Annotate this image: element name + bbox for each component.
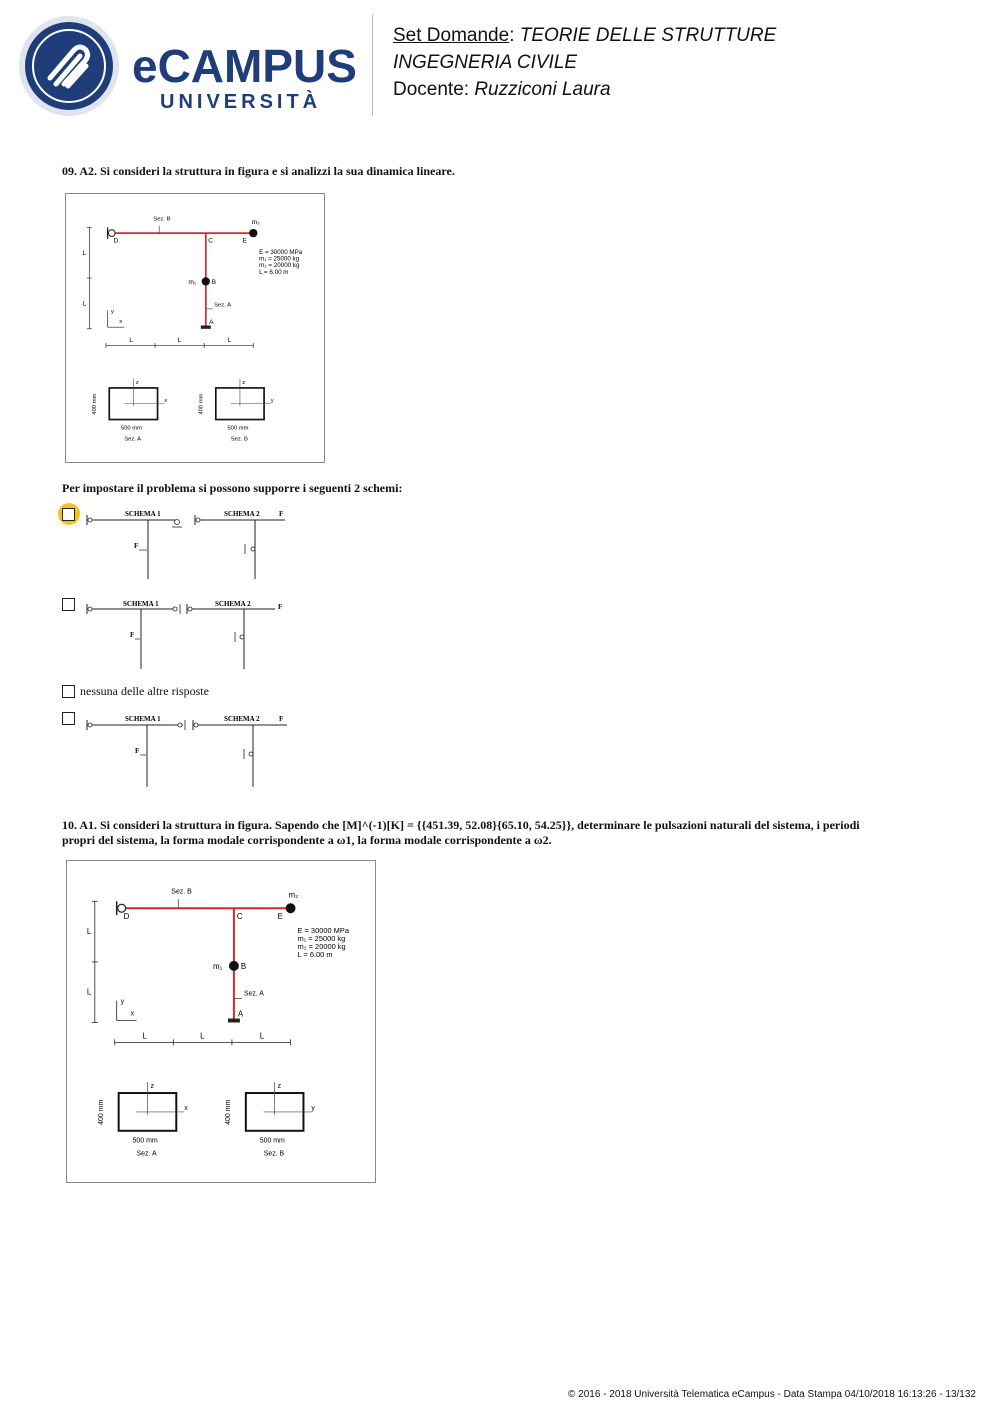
svg-text:L: L [227,337,232,345]
svg-text:m₂ = 20000 kg: m₂ = 20000 kg [297,941,346,951]
svg-text:L: L [86,927,92,937]
header-info: Set Domande: TEORIE DELLE STRUTTURE INGEGNERIA CIVILE Docente: Ruzziconi Laura [393,25,777,100]
svg-text:F: F [278,603,283,611]
course-title: TEORIE DELLE STRUTTURE [519,25,777,46]
set-label: Set Domande [393,25,510,46]
svg-text:L = 6.00 m: L = 6.00 m [297,949,333,959]
svg-text:m₁ = 25000 kg: m₁ = 25000 kg [297,934,346,944]
svg-text:F: F [279,715,284,723]
svg-text:x: x [164,398,168,405]
svg-text:Sez. A: Sez. A [214,302,231,309]
svg-text:z: z [135,379,139,386]
svg-text:Sez. B: Sez. B [153,216,171,223]
svg-text:y: y [110,309,114,316]
svg-text:m₂ = 20000 kg: m₂ = 20000 kg [259,262,300,270]
svg-text:m₁: m₁ [213,961,223,971]
svg-text:Sez. B: Sez. B [263,1150,285,1158]
question-10-title [62,818,962,848]
svg-text:y: y [120,998,125,1006]
svg-text:500 mm: 500 mm [227,425,249,432]
question-09-title: 09. A2. Si consideri la struttura in figura e si analizzi la sua dinamica lineare. [62,164,455,178]
svg-text:z: z [242,379,246,386]
answer-option-2-diagram [83,597,293,672]
svg-text:Sez. B: Sez. B [230,436,248,443]
svg-text:SCHEMA 1: SCHEMA 1 [125,510,161,518]
svg-text:L = 6.00 m: L = 6.00 m [259,268,289,276]
svg-text:x: x [130,1010,135,1018]
svg-text:500 mm: 500 mm [259,1137,285,1145]
docente-label: Docente: [393,79,470,100]
svg-text:F: F [279,510,284,518]
answer-option-1-diagram [83,506,293,581]
svg-text:B: B [211,278,217,286]
svg-text:400 mm: 400 mm [224,1099,232,1125]
svg-text:Sez. A: Sez. A [124,436,142,443]
svg-text:m₁ = 25000 kg: m₁ = 25000 kg [259,255,300,263]
svg-text:SCHEMA 1: SCHEMA 1 [125,715,161,723]
svg-text:F: F [130,631,135,639]
page-footer: © 2016 - 2018 Università Telematica eCampus - Data Stampa 04/10/2018 16:13:26 - 13/132 [568,1389,976,1400]
svg-text:E = 30000 MPa: E = 30000 MPa [259,248,303,256]
svg-text:F: F [135,747,140,755]
svg-text:400 mm: 400 mm [91,393,98,415]
svg-text:E = 30000 MPa: E = 30000 MPa [297,926,349,936]
svg-text:F: F [134,542,139,550]
svg-text:UNIVERSITÀ: UNIVERSITÀ [160,91,322,113]
svg-text:eCAMPUS: eCAMPUS [132,40,357,92]
svg-text:L: L [82,249,87,257]
svg-text:L: L [259,1031,265,1041]
svg-text:m₂: m₂ [251,218,260,226]
ecampus-logo [14,14,364,118]
answer-option-4-diagram [83,711,293,789]
svg-text:y: y [311,1104,315,1112]
svg-text:E: E [277,912,283,922]
header-divider [372,14,373,116]
svg-text:500 mm: 500 mm [132,1137,158,1145]
svg-text:Sez. A: Sez. A [243,990,264,998]
svg-text:Sez. A: Sez. A [136,1150,157,1158]
svg-text:A: A [209,318,214,326]
department: INGEGNERIA CIVILE [393,52,578,73]
question-10-line-2: propri del sistema, la forma modale corrispondente a ω1, la forma modale corrispondente a ω2. [62,833,552,847]
svg-text:x: x [119,319,123,326]
svg-text:L: L [142,1031,147,1041]
svg-text:L: L [129,337,133,345]
svg-text:A: A [237,1009,244,1019]
svg-text:m₂: m₂ [288,890,299,900]
answer-checkbox-4[interactable] [62,712,75,725]
svg-text:z: z [150,1083,154,1091]
question-09-intro: Per impostare il problema si possono supporre i seguenti 2 schemi: [62,481,403,495]
svg-text:C: C [236,912,243,922]
answer-option-3-text: nessuna delle altre risposte [80,684,209,698]
svg-text:400 mm: 400 mm [198,393,205,415]
svg-text:SCHEMA 2: SCHEMA 2 [215,600,251,608]
svg-text:L: L [82,300,87,308]
svg-text:z: z [277,1083,282,1091]
svg-text:Sez. B: Sez. B [171,888,192,896]
structure-figure-q10 [66,860,376,1183]
answer-checkbox-3[interactable] [62,685,75,698]
svg-text:SCHEMA 2: SCHEMA 2 [224,715,260,723]
svg-text:SCHEMA 1: SCHEMA 1 [123,600,159,608]
question-10-line-1: 10. A1. Si consideri la struttura in figura. Sapendo che [M]^(-1)[K] = {{451.39, 52.08}{65.10, 54.25}}, determinare le pulsazioni naturali del sistema, i periodi [62,818,860,832]
svg-text:x: x [184,1104,188,1112]
svg-text:y: y [270,398,274,405]
svg-text:B: B [240,961,247,971]
docente-name: Ruzziconi Laura [474,79,611,100]
svg-text:C: C [208,237,214,245]
svg-text:D: D [113,237,119,245]
answer-checkbox-1[interactable] [62,508,75,521]
svg-text:SCHEMA 2: SCHEMA 2 [224,510,260,518]
svg-text:L: L [200,1031,205,1041]
svg-text:L: L [86,987,92,997]
structure-figure-q09 [65,193,325,463]
answer-checkbox-2[interactable] [62,598,75,611]
svg-text:m₁: m₁ [188,278,197,286]
svg-text:D: D [123,912,130,922]
svg-text:400 mm: 400 mm [97,1099,105,1125]
svg-text:500 mm: 500 mm [120,425,142,432]
svg-text:E: E [242,237,247,245]
svg-text:L: L [177,337,182,345]
